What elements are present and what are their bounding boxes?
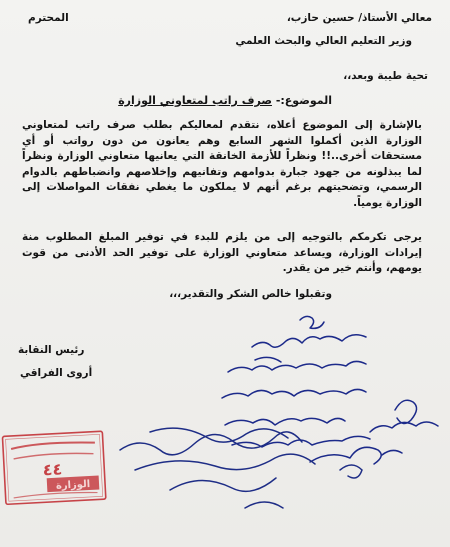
addressee-line-1: معالي الأستاذ/ حسين حازب،: [286, 12, 432, 24]
ministry-stamp: [2, 431, 105, 504]
signatures: [120, 428, 362, 508]
addressee-line-2: وزير التعليم العالي والبحث العلمي: [235, 35, 412, 47]
signatory-name: أروى الفراقي: [20, 367, 93, 379]
stamp-number: ٤٤: [42, 459, 63, 480]
subject-label: الموضوع:-: [275, 94, 332, 107]
handwritten-note: [222, 316, 438, 464]
closing-line: وتقبلوا خالص الشكر والتقدير،،،: [169, 288, 332, 300]
body-paragraph-2: يرجى تكرمكم بالتوجيه إلى من يلزم للبدء في توفير المبلغ المطلوب منة إيرادات الوزارة، ويساعد متعاوني الوزارة على توفير الحد الأدنى من قوت يومهم، وأنتم خير من يقدر.: [22, 231, 422, 274]
honorific: المحترم: [28, 12, 69, 24]
signatory-title: رئيس النقابة: [18, 344, 85, 356]
greeting: تحية طيبة وبعد،،: [343, 70, 428, 82]
stamp-text: الوزارة: [55, 478, 91, 492]
subject-text: صرف راتب لمتعاوني الوزارة: [118, 94, 272, 107]
body-paragraph-1: بالإشارة إلى الموضوع أعلاه، نتقدم لمعاليكم بطلب صرف راتب لمتعاوني الوزارة الذين أكملوا الشهر السابع وهم يعانون من دون رواتب أو أي مستحقات أخرى..!! ونظراً للأزمة الخانقة التي يعانيها متعاوني الوزارة ونظراً لما يبذلونه من جهود جبارة بدوامهم وتفانيهم وإخلاصهم وانضباطهم بالدوام الرسمي، وتضحيتهم برغم أنهم لا يملكون ما يغطي نفقات المواصلات إلى الوزارة يومياً.: [22, 119, 422, 209]
